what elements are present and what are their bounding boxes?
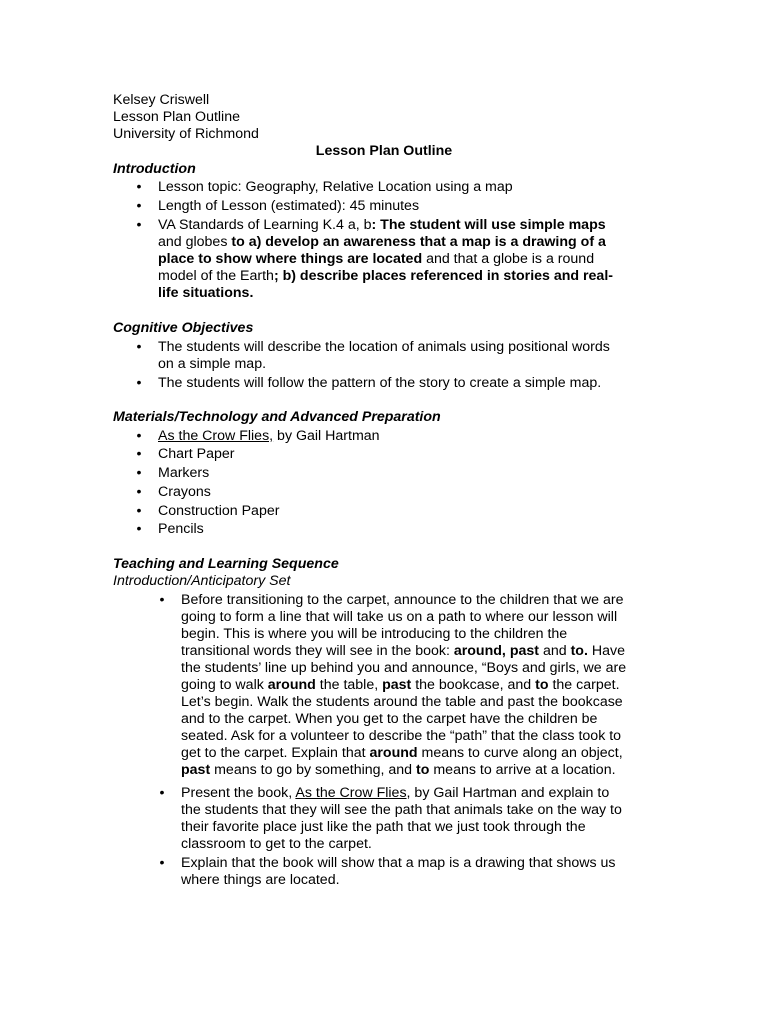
lesson-topic: Lesson topic: Geography, Relative Location using a map — [158, 179, 513, 195]
bullet-icon: • — [136, 339, 142, 355]
bullet-icon: • — [159, 592, 165, 608]
bullet-icon: • — [136, 375, 142, 391]
anticipatory-set-subheading: Introduction/Anticipatory Set — [113, 573, 291, 589]
bullet-icon: • — [136, 521, 142, 537]
sequence-paragraph: Before transitioning to the carpet, announce to the children that we are going to form a line that will take us on a path to where our lesson will begin. This is where you will be introducing to the children the transitional words they will see in the book: around, past and to. Have the students’ line up behind you and announce, “Boys and girls, we are going to walk around the table, past the bookcase, and to the carpet. Let’s begin. Walk the students around the table and past the bookcase and to the carpet. When you get to the carpet have the children be seated. Ask for a volunteer to describe the “path” that the class took to get to the carpet. Explain that around means to curve along an object, past means to go by something, and to means to arrive at a location. — [181, 592, 627, 778]
document-type: Lesson Plan Outline — [113, 109, 240, 125]
bullet-icon: • — [159, 785, 165, 801]
bullet-icon: • — [159, 855, 165, 871]
bullet-icon: • — [136, 428, 142, 444]
author-name: Kelsey Criswell — [113, 92, 210, 108]
bullet-icon: • — [136, 179, 142, 195]
document-title: Lesson Plan Outline — [315, 143, 453, 159]
book-reference: As the Crow Flies, by Gail Hartman — [158, 428, 380, 444]
introduction-heading: Introduction — [113, 161, 196, 177]
objective-text: The students will follow the pattern of the story to create a simple map. — [158, 375, 602, 391]
bullet-icon: • — [136, 217, 142, 233]
material-item: Chart Paper — [158, 446, 235, 462]
bullet-icon: • — [136, 484, 142, 500]
materials-heading: Materials/Technology and Advanced Preparation — [113, 409, 441, 425]
bullet-icon: • — [136, 446, 142, 462]
sequence-paragraph: Present the book, As the Crow Flies, by Gail Hartman and explain to the students that they will see the path that animals take on the way to their favorite place just like the path that we just took through the classroom to get to the carpet. — [181, 785, 622, 852]
lesson-length: Length of Lesson (estimated): 45 minutes — [158, 198, 420, 214]
material-item: Pencils — [158, 521, 204, 537]
material-item: Construction Paper — [158, 503, 280, 519]
sequence-paragraph: Explain that the book will show that a map is a drawing that shows us where things are located. — [181, 855, 616, 888]
bullet-icon: • — [136, 198, 142, 214]
objective-text: The students will describe the location of animals using positional words on a simple map. — [158, 339, 610, 372]
bullet-icon: • — [136, 465, 142, 481]
sequence-heading: Teaching and Learning Sequence — [113, 556, 339, 572]
material-item: Markers — [158, 465, 210, 481]
material-item: Crayons — [158, 484, 211, 500]
institution-name: University of Richmond — [113, 126, 259, 142]
bullet-icon: • — [136, 503, 142, 519]
cognitive-objectives-heading: Cognitive Objectives — [113, 320, 254, 336]
va-standards: VA Standards of Learning K.4 a, b: The student will use simple maps and globes to a) develop an awareness that a map is a drawing of a place to show where things are located and that a globe is a round model of the Earth; b) describe places referenced in stories and real- life situations. — [158, 217, 613, 301]
